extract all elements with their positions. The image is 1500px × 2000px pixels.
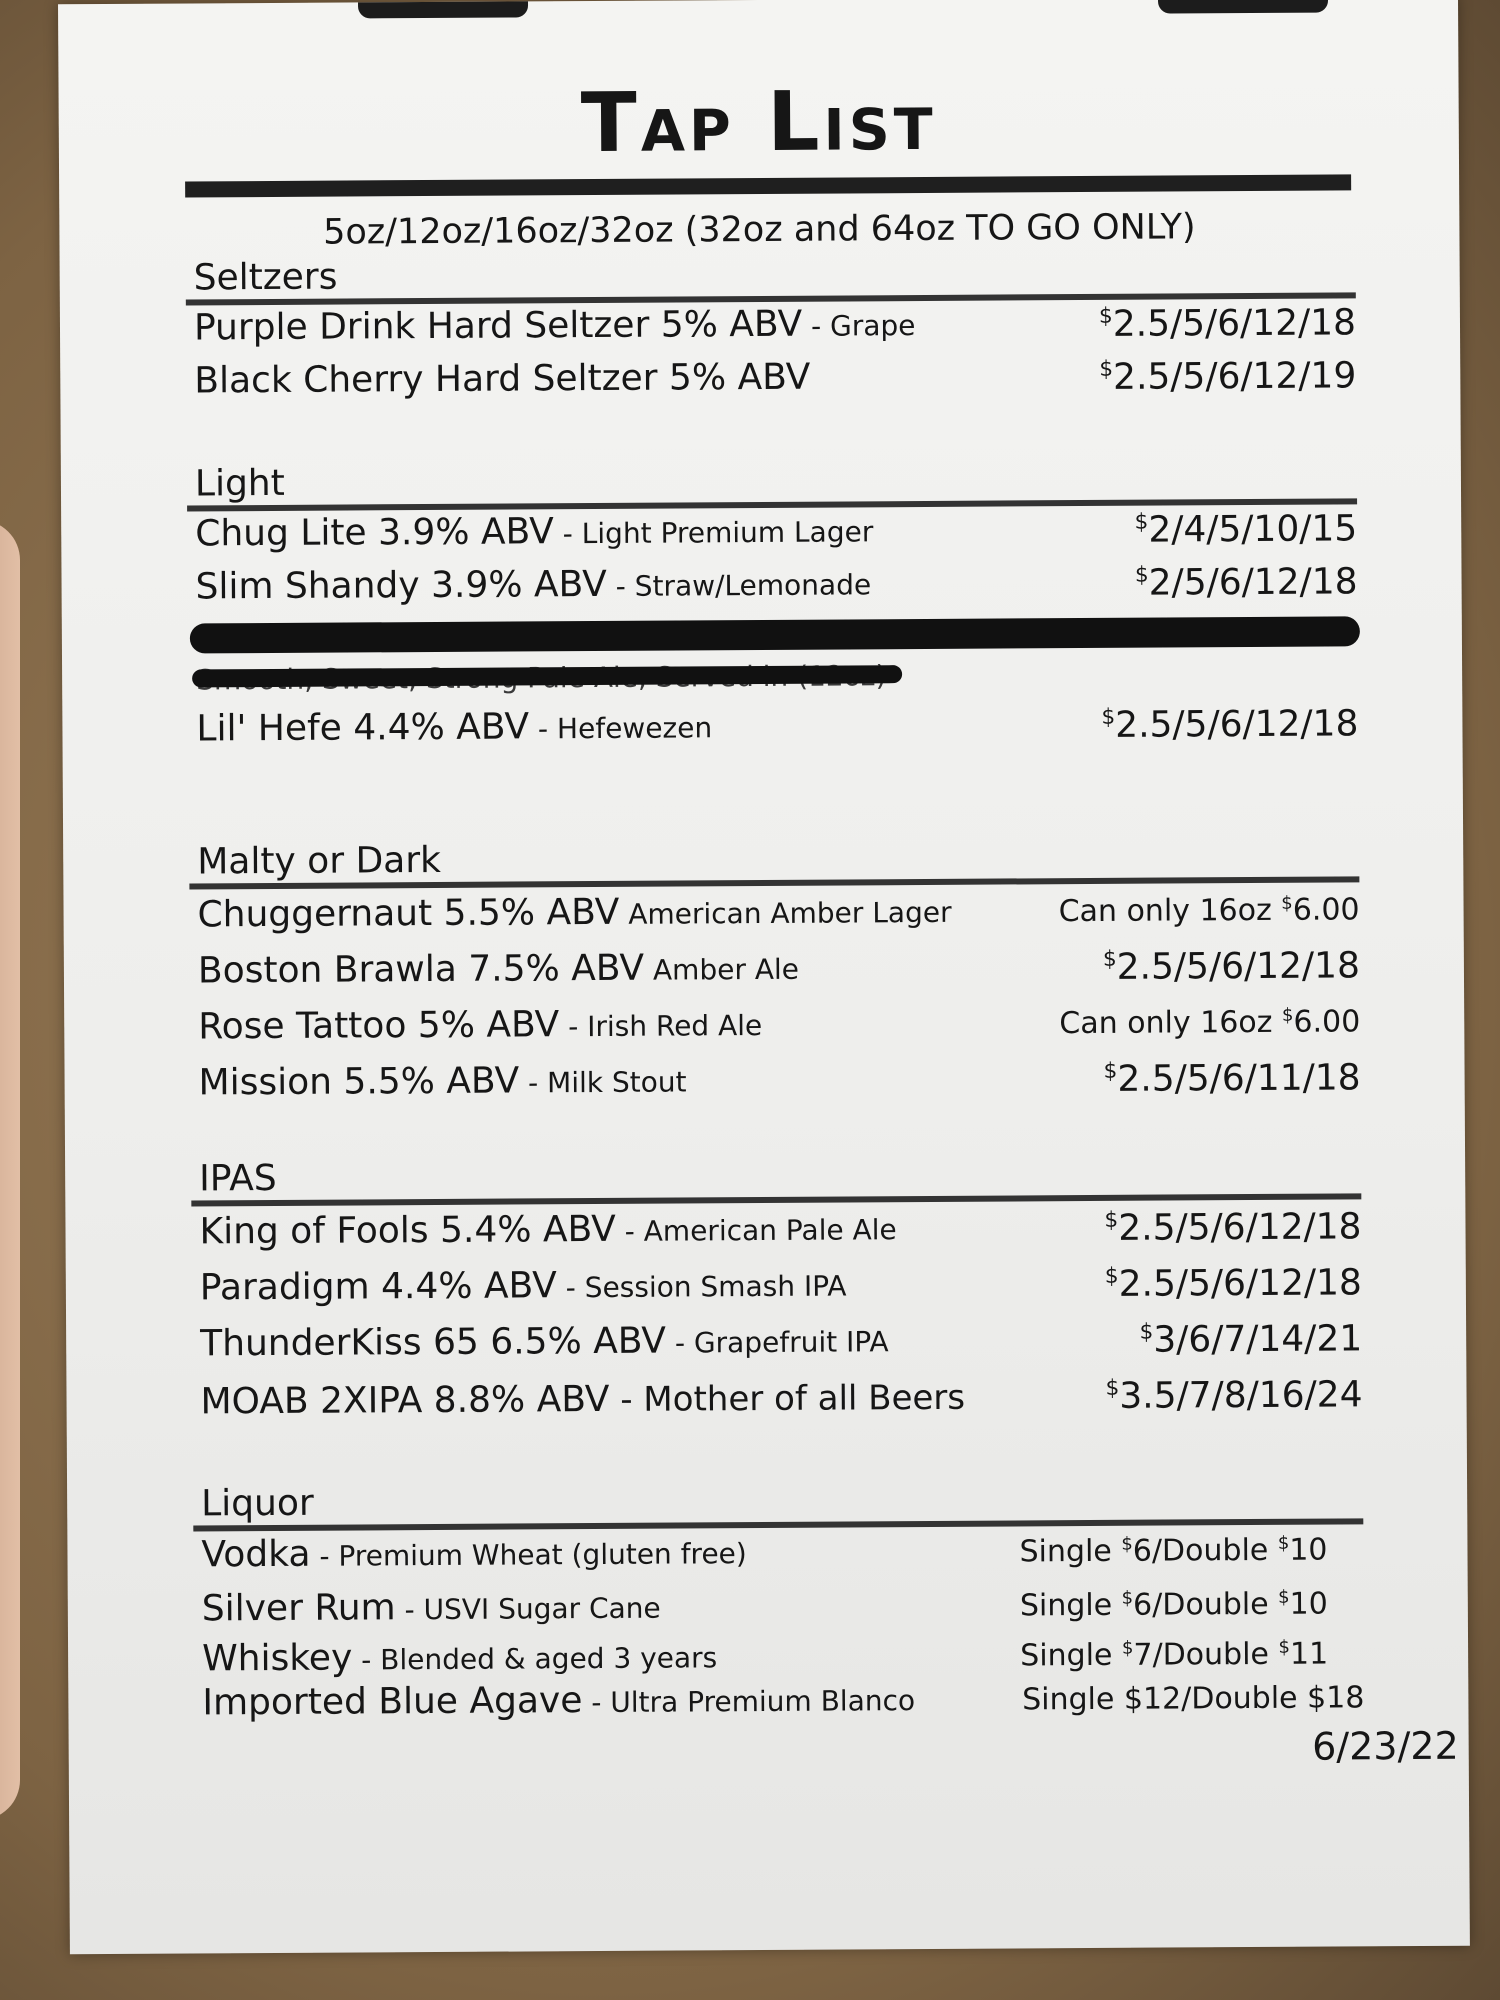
item-price: $3/6/7/14/21 <box>1139 1318 1363 1361</box>
section-heading: IPAS <box>199 1157 277 1200</box>
item-name: Silver Rum - USVI Sugar Cane <box>201 1587 661 1630</box>
item-description: - Mother of all Beers <box>609 1377 966 1420</box>
item-price: $2.5/5/6/12/19 <box>1099 355 1357 398</box>
item-name: Slim Shandy 3.9% ABV - Straw/Lemonade <box>195 563 872 608</box>
menu-item <box>195 504 1357 564</box>
section-ipas <box>191 1151 1363 1430</box>
item-description: - Grapefruit IPA <box>665 1325 889 1360</box>
item-description: - American Pale Ale <box>615 1213 897 1248</box>
item-price: Can only 16oz $6.00 <box>1059 1004 1361 1042</box>
menu-item <box>200 1367 1362 1430</box>
item-name: King of Fools 5.4% ABV - American Pale Ale <box>199 1208 897 1253</box>
menu-item <box>197 882 1359 945</box>
menu-item <box>194 298 1356 358</box>
menu-item <box>196 692 1358 759</box>
section-heading: Liquor <box>201 1482 314 1525</box>
item-description: - Session Smash IPA <box>556 1269 847 1305</box>
item-name: ThunderKiss 65 6.5% ABV - Grapefruit IPA <box>200 1320 889 1365</box>
item-price: Single $7/Double $11 <box>1020 1636 1329 1674</box>
item-name: Lil' Hefe 4.4% ABV - Hefewezen <box>196 706 713 750</box>
item-name: Whiskey - Blended & aged 3 years <box>201 1637 718 1680</box>
item-description: - Ultra Premium Blanco <box>582 1684 916 1720</box>
item-price: $2.5/5/6/11/18 <box>1103 1057 1361 1100</box>
title-rule <box>185 174 1351 197</box>
menu-item <box>198 1050 1360 1113</box>
menu-item <box>194 351 1356 411</box>
section-heading: Seltzers <box>193 256 338 299</box>
item-description: - Grape <box>802 309 916 343</box>
menu-item <box>200 1255 1362 1318</box>
menu-item <box>201 1524 1363 1585</box>
item-price: Can only 16oz $6.00 <box>1058 892 1360 930</box>
thumb <box>0 520 20 1820</box>
item-name: Purple Drink Hard Seltzer 5% ABV - Grape <box>193 303 916 349</box>
clip-left <box>358 1 528 18</box>
print-date: 6/23/22 <box>1312 1723 1459 1769</box>
menu-item <box>200 1311 1362 1374</box>
item-description: - Straw/Lemonade <box>606 568 872 603</box>
item-description: - Hefewezen <box>528 711 713 746</box>
item-description: - Milk Stout <box>519 1065 687 1100</box>
clip-right <box>1158 0 1328 14</box>
section-heading: Light <box>194 462 285 505</box>
item-price: Single $6/Double $10 <box>1019 1586 1328 1624</box>
item-price: Single $6/Double $10 <box>1019 1532 1328 1570</box>
item-name: Chug Lite 3.9% ABV - Light Premium Lager <box>195 511 874 555</box>
item-price: $2.5/5/6/12/18 <box>1104 1206 1362 1249</box>
item-price: $3.5/7/8/16/24 <box>1105 1374 1363 1417</box>
section-liquor <box>193 1476 1365 1733</box>
item-name: Black Cherry Hard Seltzer 5% ABV <box>194 356 811 402</box>
item-price: $2.5/5/6/12/18 <box>1104 1262 1362 1305</box>
item-name: Vodka - Premium Wheat (gluten free) <box>201 1533 747 1576</box>
menu-item <box>202 1578 1364 1639</box>
section-seltzers <box>186 250 1357 411</box>
item-description: - Light Premium Lager <box>553 515 874 551</box>
item-description: American Amber Lager <box>619 895 952 931</box>
item-description: - USVI Sugar Cane <box>395 1591 661 1627</box>
item-name: Paradigm 4.4% ABV - Session Smash IPA <box>199 1265 847 1309</box>
item-name: Boston Brawla 7.5% ABV Amber Ale <box>197 947 800 992</box>
item-price: $2.5/5/6/12/18 <box>1102 945 1361 988</box>
section-heading: Malty or Dark <box>197 839 442 883</box>
tap-list-sheet <box>58 0 1470 1954</box>
redacted-item <box>196 610 1358 699</box>
item-price: $2/5/6/12/18 <box>1134 561 1358 604</box>
item-name: Chuggernaut 5.5% ABV American Amber Lager <box>197 891 952 936</box>
menu-item <box>198 938 1360 1001</box>
item-name: Mission 5.5% ABV - Milk Stout <box>198 1060 687 1104</box>
menu-item <box>202 1682 1364 1733</box>
item-description: Amber Ale <box>643 952 800 987</box>
section-light <box>187 456 1359 759</box>
item-price: Single $12/Double $18 <box>1022 1680 1365 1718</box>
item-name: Rose Tattoo 5% ABV - Irish Red Ale <box>198 1004 763 1048</box>
menu-item <box>198 994 1360 1057</box>
page-title: Tap List <box>580 73 937 172</box>
menu-item <box>195 557 1357 617</box>
item-price: $2/4/5/10/15 <box>1134 508 1358 551</box>
item-name: MOAB 2XIPA 8.8% ABV - Mother of all Beers <box>200 1377 966 1423</box>
item-price: $2.5/5/6/12/18 <box>1101 703 1359 746</box>
menu-item <box>199 1199 1361 1262</box>
item-price: $2.5/5/6/12/18 <box>1098 302 1357 345</box>
item-description: - Irish Red Ale <box>559 1008 763 1044</box>
marker-strike <box>190 616 1360 653</box>
serving-sizes: 5oz/12oz/16oz/32oz (32oz and 64oz TO GO ONLY) <box>323 207 1196 253</box>
item-description: - Premium Wheat (gluten free) <box>310 1537 747 1573</box>
section-malty-or-dark <box>189 834 1361 1113</box>
item-name: Imported Blue Agave - Ultra Premium Blanco <box>202 1680 916 1724</box>
item-description: - Blended & aged 3 years <box>352 1641 718 1677</box>
